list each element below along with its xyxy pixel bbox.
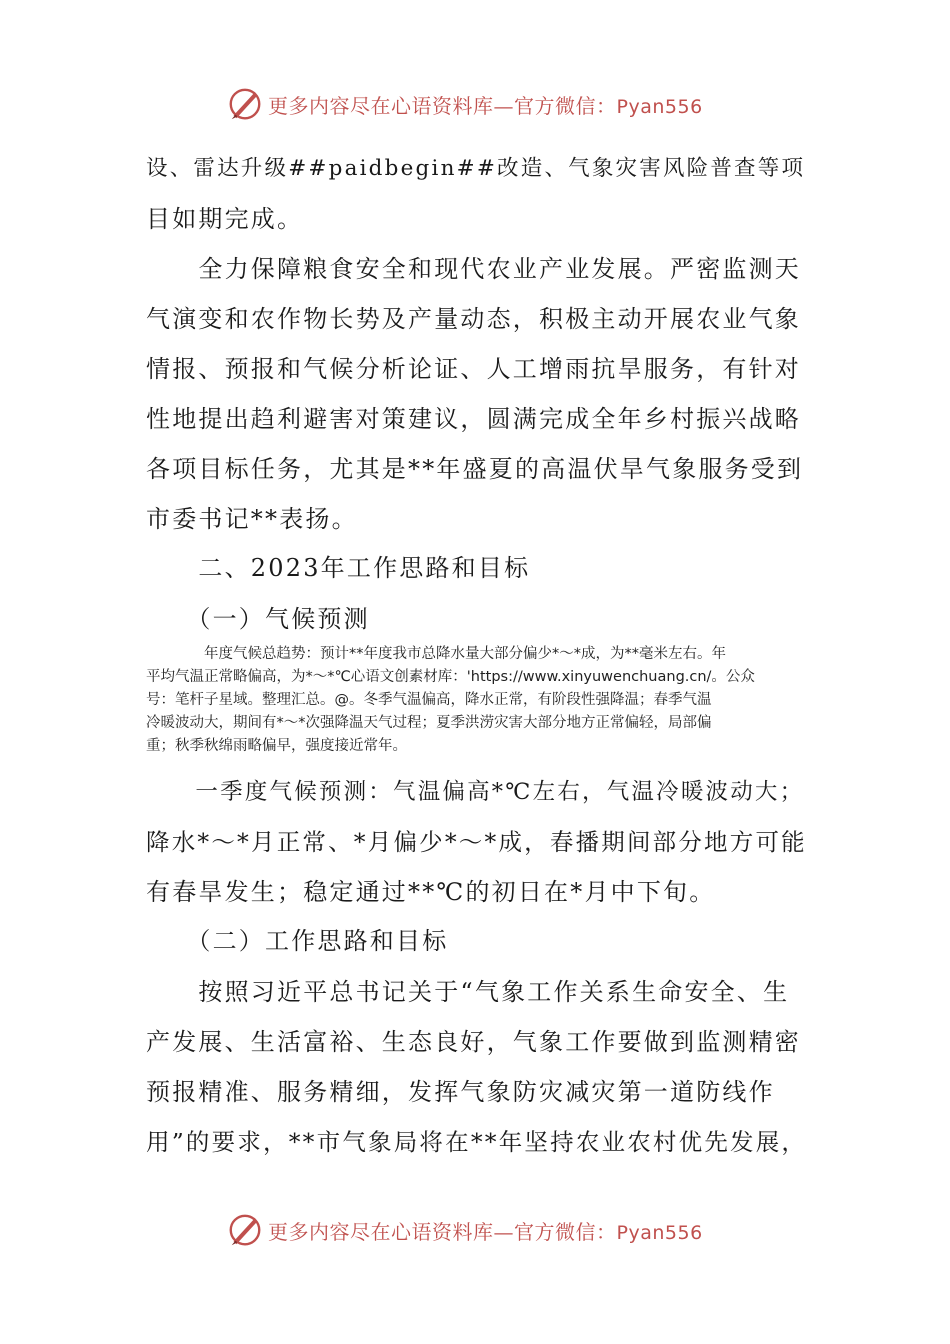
subheading-work-goals: （二）工作思路和目标 [146, 927, 449, 955]
text-line: 用”的要求，**市气象局将在**年坚持农业农村优先发展， [146, 1128, 808, 1156]
banner-separator: — [493, 1219, 514, 1244]
section-heading [146, 543, 816, 593]
small-text-line: 号：笔杆子星域。整理汇总。@。冬季气温偏高，降水正常，有阶段性强降温；春季气温 [146, 692, 712, 708]
text-line: 一季度气候预测：气温偏高*℃左右，气温冷暖波动大； [146, 779, 805, 805]
paragraph-4 [146, 967, 816, 1167]
text-line: 产发展、生活富裕、生态良好，气象工作要做到监测精密 [146, 1028, 801, 1056]
banner-brand: 更多内容尽在心语资料库 [268, 1219, 494, 1244]
text-line: 市委书记**表扬。 [146, 505, 358, 533]
banner-label: 官方微信： [514, 93, 617, 118]
subsection-heading-2 [146, 916, 816, 966]
small-text-line: 年度气候总趋势：预计**年度我市总降水量大部分偏少*～*成，为**毫米左右。年 [146, 646, 726, 662]
text-line: 有春旱发生；稳定通过**℃的初日在*月中下旬。 [146, 878, 716, 906]
heading-2: 二、2023年工作思路和目标 [146, 554, 531, 582]
banner-brand: 更多内容尽在心语资料库 [268, 93, 494, 118]
banner-text [268, 1216, 703, 1245]
banner-wechat-id: Pyan556 [616, 1221, 703, 1244]
header-banner [226, 84, 746, 124]
paragraph-1 [146, 144, 816, 244]
banner-label: 官方微信： [514, 1219, 617, 1244]
climate-trend-paragraph [146, 643, 814, 758]
text-line: 气演变和农作物长势及产量动态，积极主动开展农业气象 [146, 305, 801, 333]
text-line: 目如期完成。 [146, 205, 304, 233]
small-text-line: 平均气温正常略偏高，为*～*℃心语文创素材库：'https://www.xinyuwenchuang.cn/。公众 [146, 669, 755, 685]
text-line: 按照习近平总书记关于“气象工作关系生命安全、生 [146, 978, 790, 1006]
pen-logo-icon [226, 85, 264, 123]
banner-separator: — [493, 93, 514, 118]
paragraph-2 [146, 244, 816, 544]
text-line: 性地提出趋利避害对策建议，圆满完成全年乡村振兴战略 [146, 405, 801, 433]
text-line: 预报精准、服务精细，发挥气象防灾减灾第一道防线作 [146, 1078, 775, 1106]
banner-text [268, 90, 703, 119]
pen-logo-icon [226, 1211, 264, 1249]
small-text-line: 冷暖波动大，期间有*～*次强降温天气过程；夏季洪涝灾害大部分地方正常偏轻，局部偏 [146, 715, 712, 731]
text-line: 各项目标任务，尤其是**年盛夏的高温伏旱气象服务受到 [146, 455, 804, 483]
text-line: 降水*～*月正常、*月偏少*～*成，春播期间部分地方可能 [146, 828, 807, 856]
paragraph-3 [146, 767, 816, 917]
footer-banner [226, 1210, 746, 1250]
banner-wechat-id: Pyan556 [616, 95, 703, 118]
text-line: 全力保障粮食安全和现代农业产业发展。严密监测天 [146, 255, 801, 283]
subsection-heading-1 [146, 594, 816, 644]
text-line: 情报、预报和气候分析论证、人工增雨抗旱服务，有针对 [146, 355, 801, 383]
subheading-climate-forecast: （一）气候预测 [146, 605, 370, 633]
text-line: 设、雷达升级##paidbegin##改造、气象灾害风险普查等项 [146, 156, 806, 181]
small-text-line: 重；秋季秋绵雨略偏早，强度接近常年。 [146, 738, 407, 754]
